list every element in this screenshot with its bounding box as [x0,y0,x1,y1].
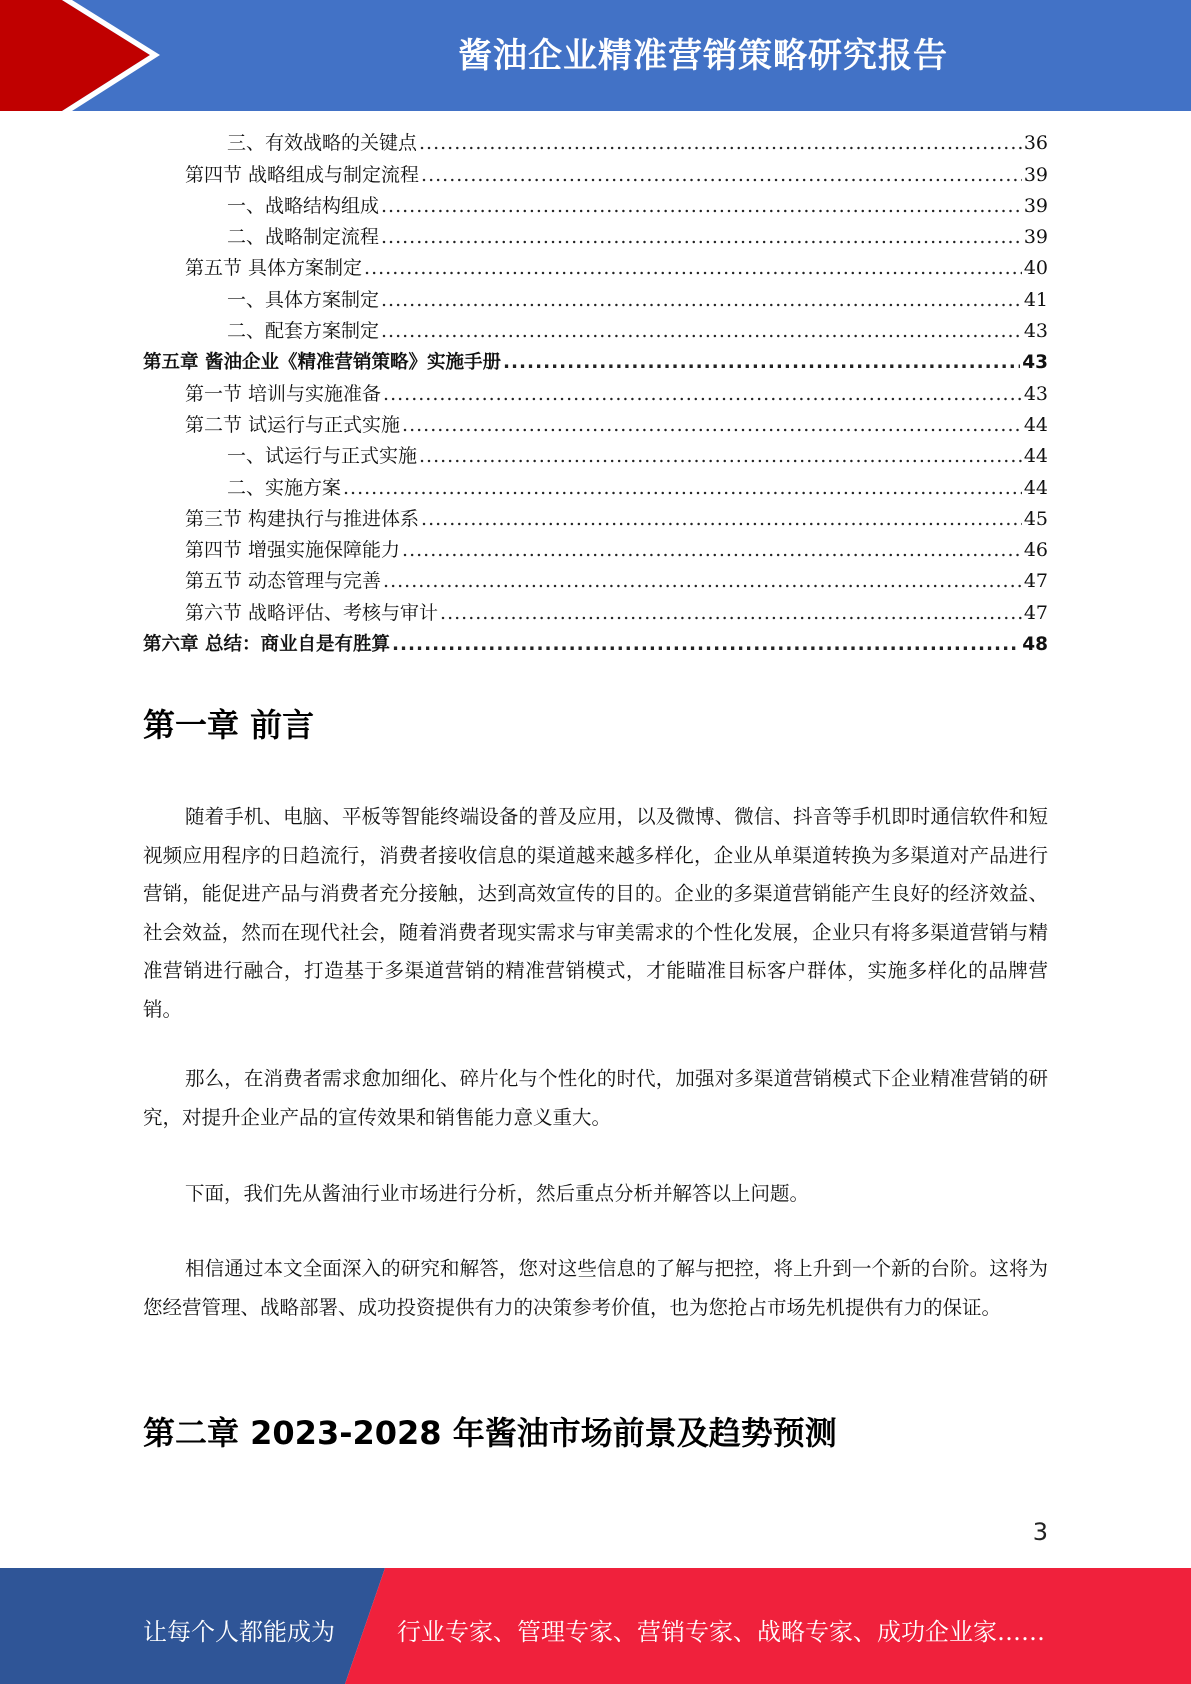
toc-dot-leader [364,253,1022,284]
toc-entry-page: 36 [1023,132,1048,155]
toc-dot-leader [381,191,1022,222]
toc-dot-leader [419,441,1022,472]
toc-entry-title: 二、配套方案制定 [227,320,380,343]
toc-entry-title: 第五章 酱油企业《精准营销策略》实施手册 [143,352,501,374]
toc-dot-leader [421,160,1022,191]
toc-entry-title: 第一节 培训与实施准备 [185,382,382,405]
toc-entry-title: 一、试运行与正式实施 [227,445,418,468]
toc-entry-title: 三、有效战略的关键点 [227,132,418,155]
toc-entry-title: 一、战略结构组成 [227,194,380,217]
chapter1-paragraph-1: 随着手机、电脑、平板等智能终端设备的普及应用，以及微博、微信、抖音等手机即时通信软件和短视频应用程序的日趋流行，消费者接收信息的渠道越来越多样化，企业从单渠道转换为多渠道对产品进行营销，能促进产品与消费者充分接触，达到高效宣传的目的。企业的多渠道营销能产生良好的经济效益、社会效益，然而在现代社会，随着消费者现实需求与审美需求的个性化发展，企业只有将多渠道营销与精准营销进行融合，打造基于多渠道营销的精准营销模式，才能瞄准目标客户群体，实施多样化的品牌营销。 [143,805,1048,1021]
toc-entry-title: 第六节 战略评估、考核与审计 [185,601,439,624]
toc-entry-page: 47 [1023,601,1048,624]
toc-entry[interactable] [143,191,1048,222]
toc-entry-page: 40 [1023,257,1048,280]
toc-dot-leader [402,410,1022,441]
toc-entry[interactable] [143,472,1048,503]
footer-slogan-right: 行业专家、管理专家、营销专家、战略专家、成功企业家…… [397,1618,1045,1646]
toc-dot-leader [343,473,1022,504]
toc-entry[interactable] [143,504,1048,535]
toc-entry[interactable] [143,629,1048,660]
page-number: 3 [1032,1518,1048,1546]
table-of-contents [143,128,1048,660]
toc-entry-page: 45 [1023,507,1048,530]
toc-entry[interactable] [143,378,1048,409]
toc-entry[interactable] [143,441,1048,472]
toc-dot-leader [383,566,1022,597]
toc-dot-leader [440,598,1022,629]
toc-entry[interactable] [143,597,1048,628]
report-title: 酱油企业精准营销策略研究报告 [458,36,948,76]
toc-entry[interactable] [143,347,1048,378]
page-header [0,0,1191,111]
toc-entry-page: 39 [1023,226,1048,249]
toc-entry-title: 一、具体方案制定 [227,288,380,311]
toc-entry-title: 第二节 试运行与正式实施 [185,413,401,436]
toc-entry-title: 第五节 动态管理与完善 [185,570,382,593]
toc-entry-page: 43 [1022,352,1048,374]
toc-entry-page: 39 [1023,194,1048,217]
toc-entry[interactable] [143,253,1048,284]
toc-entry-page: 43 [1023,382,1048,405]
toc-dot-leader [381,316,1022,347]
toc-entry[interactable] [143,128,1048,159]
toc-dot-leader [421,504,1022,535]
toc-entry[interactable] [143,159,1048,190]
toc-entry[interactable] [143,222,1048,253]
toc-entry-page: 41 [1023,288,1048,311]
toc-entry-title: 第三节 构建执行与推进体系 [185,507,420,530]
toc-entry-title: 第六章 总结：商业自是有胜算 [143,634,390,656]
toc-entry[interactable] [143,410,1048,441]
chapter1-heading: 第一章 前言 [143,706,315,744]
toc-entry-page: 48 [1022,634,1048,656]
chapter1-paragraph-3: 下面，我们先从酱油行业市场进行分析，然后重点分析并解答以上问题。 [185,1182,810,1205]
toc-entry-title: 第四节 战略组成与制定流程 [185,163,420,186]
toc-dot-leader [392,629,1020,660]
chapter1-paragraph-2: 那么，在消费者需求愈加细化、碎片化与个性化的时代，加强对多渠道营销模式下企业精准营销的研究，对提升企业产品的宣传效果和销售能力意义重大。 [143,1067,1048,1129]
toc-entry[interactable] [143,566,1048,597]
toc-entry-title: 二、战略制定流程 [227,226,380,249]
toc-entry-title: 第四节 增强实施保障能力 [185,539,401,562]
chapter1-paragraph-4: 相信通过本文全面深入的研究和解答，您对这些信息的了解与把控，将上升到一个新的台阶。这将为您经营管理、战略部署、成功投资提供有力的决策参考价值，也为您抢占市场先机提供有力的保证。 [143,1257,1048,1319]
toc-entry-page: 46 [1023,539,1048,562]
page-footer [0,1568,1191,1684]
toc-entry[interactable] [143,535,1048,566]
toc-entry[interactable] [143,284,1048,315]
chapter2-heading: 第二章 2023-2028 年酱油市场前景及趋势预测 [143,1414,837,1452]
toc-dot-leader [381,285,1022,316]
toc-entry-page: 47 [1023,570,1048,593]
toc-dot-leader [381,222,1022,253]
toc-dot-leader [503,347,1020,378]
toc-entry-title: 二、实施方案 [227,476,342,499]
toc-entry-page: 44 [1023,413,1048,436]
toc-entry-title: 第五节 具体方案制定 [185,257,363,280]
toc-dot-leader [419,128,1022,159]
toc-dot-leader [402,535,1022,566]
toc-entry[interactable] [143,316,1048,347]
footer-slogan-left: 让每个人都能成为 [143,1618,335,1646]
toc-dot-leader [383,379,1022,410]
toc-entry-page: 44 [1023,445,1048,468]
toc-entry-page: 39 [1023,163,1048,186]
toc-entry-page: 43 [1023,320,1048,343]
toc-entry-page: 44 [1023,476,1048,499]
